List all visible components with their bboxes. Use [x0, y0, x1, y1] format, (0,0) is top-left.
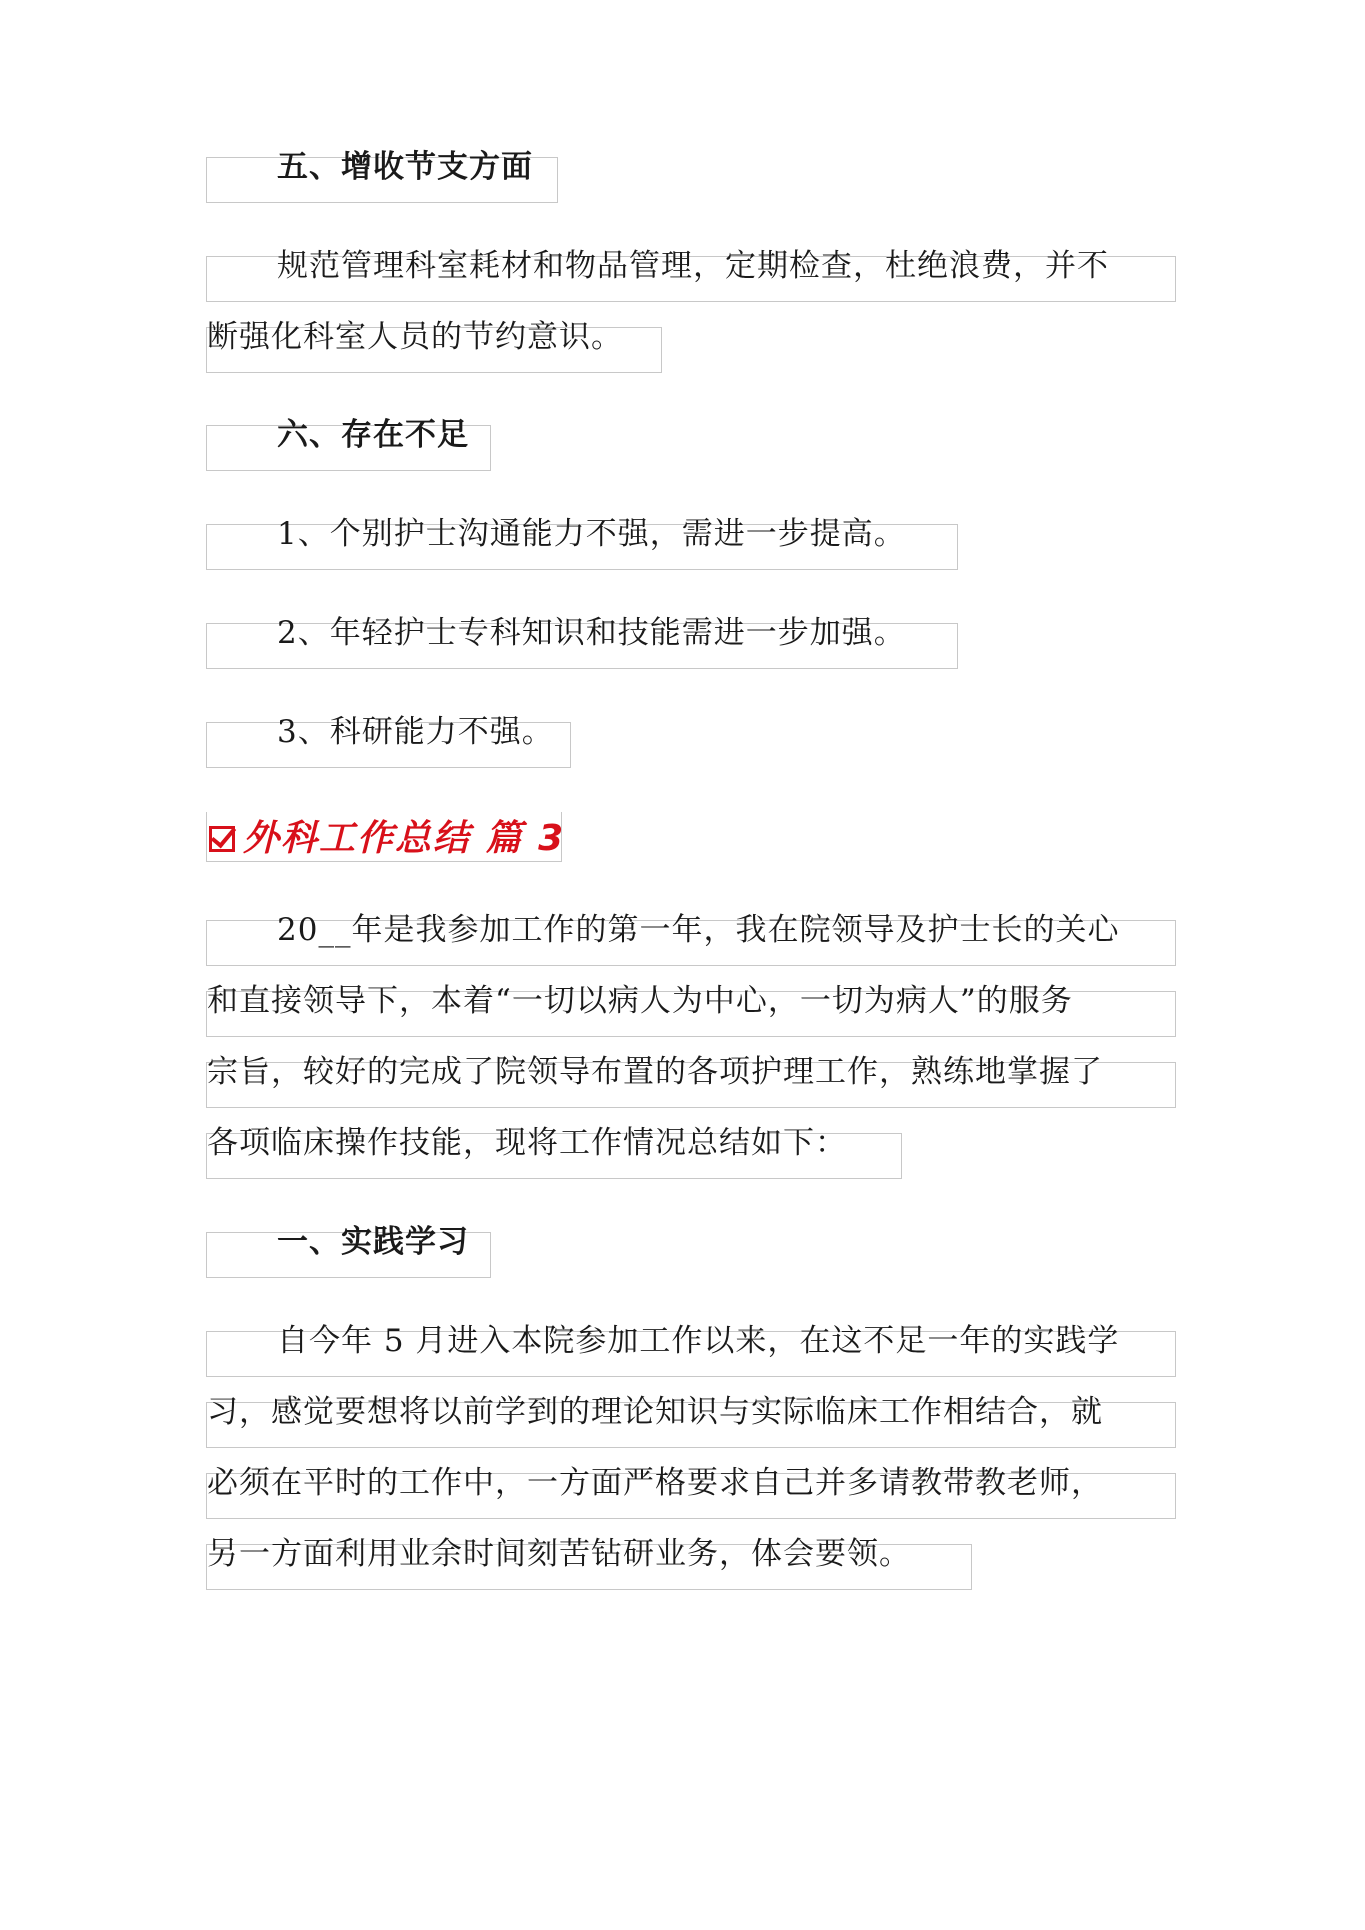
heading-text: 五、增收节支方面 — [277, 149, 533, 185]
paragraph-line — [206, 983, 1176, 1037]
paragraph-text: 断强化科室人员的节约意识。 — [207, 319, 623, 355]
list-item-text: 3、科研能力不强。 — [277, 714, 554, 750]
checkbox-checked-icon — [209, 826, 235, 852]
list-item — [206, 516, 958, 570]
heading-shortcomings — [206, 417, 491, 471]
list-item — [206, 615, 958, 669]
list-item-text: 2、年轻护士专科知识和技能需进一步加强。 — [277, 615, 906, 651]
paragraph-line — [206, 1054, 1176, 1108]
heading-text: 六、存在不足 — [277, 417, 469, 453]
heading-practice-learning — [206, 1224, 491, 1278]
paragraph-text: 必须在平时的工作中，一方面严格要求自己并多请教带教老师， — [207, 1465, 1103, 1501]
paragraph-text: 自今年 5 月进入本院参加工作以来，在这不足一年的实践学 — [277, 1323, 1120, 1359]
paragraph-text: 各项临床操作技能，现将工作情况总结如下： — [207, 1125, 847, 1161]
paragraph-text: 20__年是我参加工作的第一年，我在院领导及护士长的关心 — [277, 912, 1120, 948]
paragraph-text: 和直接领导下，本着“一切以病人为中心，一切为病人”的服务 — [207, 983, 1073, 1019]
paragraph-line — [206, 1394, 1176, 1448]
section-title — [206, 812, 566, 862]
paragraph-text: 宗旨，较好的完成了院领导布置的各项护理工作，熟练地掌握了 — [207, 1054, 1103, 1090]
paragraph-line — [206, 319, 662, 373]
paragraph-line — [206, 1536, 972, 1590]
paragraph-text: 规范管理科室耗材和物品管理，定期检查，杜绝浪费，并不 — [277, 248, 1109, 284]
list-item-text: 1、个别护士沟通能力不强，需进一步提高。 — [277, 516, 906, 552]
paragraph-line — [206, 1125, 902, 1179]
heading-increase-income-save-costs — [206, 149, 558, 203]
paragraph-line — [206, 1465, 1176, 1519]
section-title-text: 外科工作总结 篇 3 — [243, 818, 566, 859]
list-item — [206, 714, 571, 768]
paragraph-text: 习，感觉要想将以前学到的理论知识与实际临床工作相结合，就 — [207, 1394, 1103, 1430]
paragraph-text: 另一方面利用业余时间刻苦钻研业务，体会要领。 — [207, 1536, 911, 1572]
paragraph-line — [206, 248, 1176, 302]
paragraph-line — [206, 912, 1176, 966]
paragraph-line — [206, 1323, 1176, 1377]
heading-text: 一、实践学习 — [277, 1224, 469, 1260]
